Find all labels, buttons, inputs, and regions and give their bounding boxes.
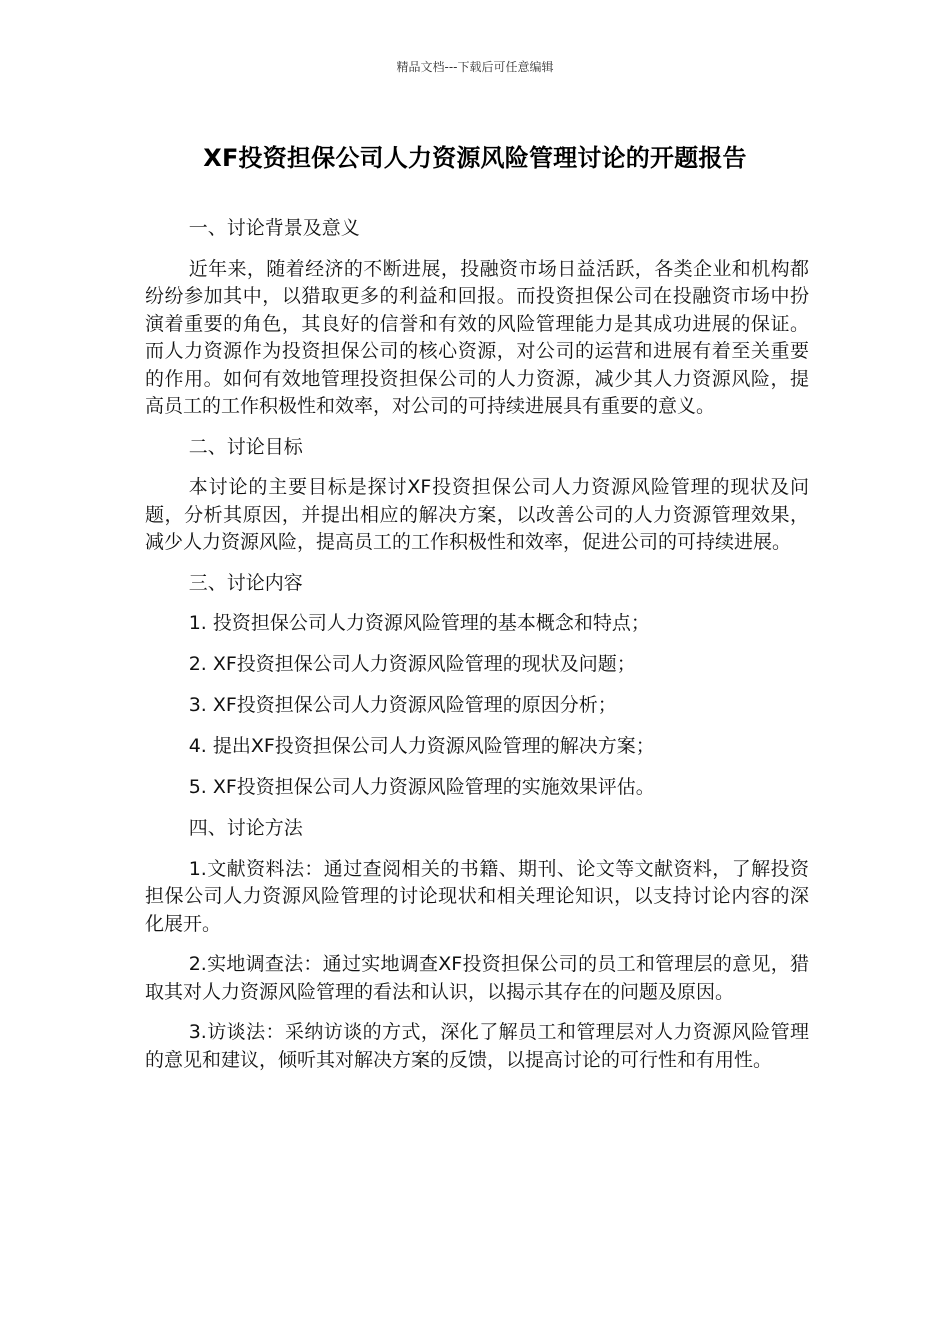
section-heading-background: 一、讨论背景及意义 (188, 217, 360, 239)
section-heading-content: 三、讨论内容 (188, 571, 303, 594)
document-title: XF投资担保公司人力资源风险管理讨论的开题报告 (203, 144, 747, 172)
method-paragraph: 1.文献资料法：通过查阅相关的书籍、期刊、论文等文献资料，了解投资担保公司人力资源风险管理的讨论现状和相关理论知识，以支持讨论内容的深化展开。 (145, 857, 809, 935)
content-list-item: 3. XF投资担保公司人力资源风险管理的原因分析； (188, 694, 617, 716)
section-paragraph-goals: 本讨论的主要目标是探讨XF投资担保公司人力资源风险管理的现状及问题，分析其原因，并提出相应的解决方案，以改善公司的人力资源管理效果，减少人力资源风险，提高员工的工作积极性和效率，促进公司的可持续进展。 (145, 476, 809, 553)
content-list-item: 4. 提出XF投资担保公司人力资源风险管理的解决方案； (188, 735, 655, 757)
content-list-item: 5. XF投资担保公司人力资源风险管理的实施效果评估。 (188, 776, 655, 798)
content-list-item: 1. 投资担保公司人力资源风险管理的基本概念和特点； (188, 612, 650, 634)
document-body (145, 215, 809, 1087)
section-heading-goals: 二、讨论目标 (188, 435, 303, 458)
section-heading-methods: 四、讨论方法 (188, 817, 303, 839)
method-paragraph: 3.访谈法：采纳访谈的方式，深化了解员工和管理层对人力资源风险管理的意见和建议，倾听其对解决方案的反馈，以提高讨论的可行性和有用性。 (145, 1021, 809, 1071)
section-paragraph-background: 近年来，随着经济的不断进展，投融资市场日益活跃，各类企业和机构都纷纷参加其中，以猎取更多的利益和回报。而投资担保公司在投融资市场中扮演着重要的角色，其良好的信誉和有效的风险管理能力是其成功进展的保证。而人力资源作为投资担保公司的核心资源，对公司的运营和进展有着至关重要的作用。如何有效地管理投资担保公司的人力资源，减少其人力资源风险，提高员工的工作积极性和效率，对公司的可持续进展具有重要的意义。 (145, 257, 809, 417)
page-header: 精品文档---下载后可任意编辑 (396, 60, 554, 74)
content-list-item: 2. XF投资担保公司人力资源风险管理的现状及问题； (188, 653, 636, 675)
method-paragraph: 2.实地调查法：通过实地调查XF投资担保公司的员工和管理层的意见，猎取其对人力资源风险管理的看法和认识，以揭示其存在的问题及原因。 (145, 953, 809, 1003)
